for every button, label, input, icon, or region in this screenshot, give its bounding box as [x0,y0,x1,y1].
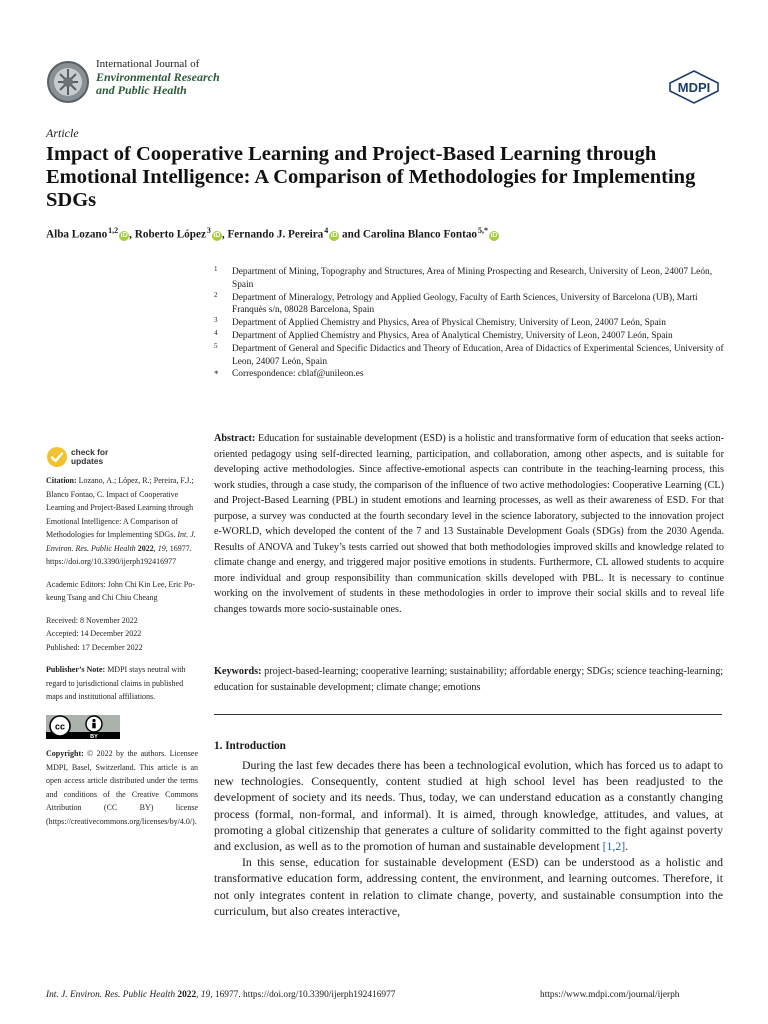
journal-name-line1: International Journal of [96,58,200,70]
section-heading-introduction: 1. Introduction [214,740,286,752]
cc-icon-text: cc [54,721,66,731]
orcid-icon[interactable]: iD [120,231,128,239]
affiliation-item [214,330,734,343]
citation-journal: Int. J. Environ. Res. Public Health [46,530,196,553]
footer-doi[interactable]: , 16977. https://doi.org/10.3390/ijerph192416977 [210,990,396,1000]
keywords-text: project-based-learning; cooperative learning; sustainability; affordable energy; SDGs; science teaching-learning; education for sustainable development; climate change; emotions [214,666,724,693]
citation-doi[interactable]: , 16977. https://doi.org/10.3390/ijerph192416977 [46,543,192,566]
journal-name [96,58,220,97]
author-separator: , [129,228,135,241]
dates [46,614,198,655]
affiliation-number: 5 [214,341,218,350]
paragraph: In this sense, education for sustainable development (ESD) can be understood as a holistic and transformative education form, addressing content, the environment, and learning outcomes. Therefore, it not only integrates content in relation to climate change, poverty, and sustainable consumption into the curriculum, but also creates interactive, [214,855,723,918]
accepted-date: Accepted: 14 December 2022 [46,629,142,638]
affiliations [214,266,734,381]
journal-name-line2: Environmental Research [96,70,220,84]
check-updates-line2: updates [71,456,104,466]
affiliation-item [214,292,734,318]
keywords [214,664,724,695]
author-name[interactable]: Alba Lozano [46,228,108,241]
affiliation-text: Department of Mining, Topography and Structures, Area of Mining Prospecting and Research, University of Leon, 24007 León, Spain [232,267,713,290]
correspondence-marker: * [214,369,219,380]
author-name[interactable]: Roberto López [134,228,206,241]
affiliation-text: Department of Mineralogy, Petrology and Applied Geology, Faculty of Earth Sciences, University of Barcelona (UB), Martí Franquès s/n, 08028 Barcelona, Spain [232,292,698,316]
mdpi-logo [668,70,720,104]
section-divider [214,714,722,715]
academic-editors: Academic Editors: John Chi Kin Lee, Eric Po-keung Tsang and Chi Chiu Cheang [46,579,195,602]
introduction-body [214,757,723,919]
by-icon-text: BY [90,733,98,739]
article-type: Article [46,126,79,140]
affiliation-item [214,317,734,330]
affiliation-number: 2 [214,290,218,299]
affiliation-item [214,266,734,292]
check-for-updates-button[interactable] [46,446,198,468]
author-name[interactable]: Carolina Blanco Fontao [362,228,478,241]
abstract-label: Abstract: [214,433,256,444]
publisher-note-text: MDPI stays neutral with regard to jurisdictional claims in published maps and institutional affiliations. [46,665,186,701]
published-date: Published: 17 December 2022 [46,642,143,652]
article-title: Impact of Cooperative Learning and Project-Based Learning through Emotional Intelligence: A Comparison of Methodologies for Implementing SDGs [46,143,696,211]
copyright [46,747,198,828]
orcid-icon[interactable]: iD [213,231,221,239]
journal-name-line3: and Public Health [96,83,187,97]
affiliation-text: Department of Applied Chemistry and Physics, Area of Analytical Chemistry, University of Leon, 24007 León, Spain [232,330,673,341]
affiliation-number: 1 [214,265,218,273]
footer-citation [46,990,395,1000]
author-affiliation-ref: 1,2 [108,226,119,235]
citation-link[interactable]: [1,2] [602,839,626,854]
orcid-icon[interactable]: iD [330,231,338,239]
publisher-note [46,663,198,704]
author-separator: and [339,228,363,241]
affiliation-text: Department of General and Specific Didactics and Theory of Education, Area of Didactics of Experimental Sciences, University of Leon, 24007 León, Spain [232,343,724,367]
affiliation-item [214,343,734,369]
paragraph-text: During the last few decades there has been a technological evolution, which has forced us to adapt to new technologies. Consequently, content studied at high school level has been readjusted to the development of society and its needs. Thus, today, we can understand education as a constantly changing process (formal, non-formal, and informal). It is aimed, through knowledge, attitudes, and values, at promoting a global citizenship that generates a culture of solidarity committed to the fight against poverty and exclusion, as well as to the promotion of human and sustainable development [214,758,723,854]
orcid-icon[interactable]: iD [490,231,498,239]
author-affiliation-ref: 4 [324,226,329,235]
journal-logo [46,60,90,104]
correspondence [214,368,734,381]
footer-journal-url[interactable]: https://www.mdpi.com/journal/ijerph [540,990,680,1000]
citation-label: Citation: [46,476,77,485]
author-name[interactable]: Fernando J. Pereira [227,228,324,241]
cc-by-license-badge[interactable] [46,715,120,739]
author-separator: , [221,228,228,241]
copyright-text: © 2022 by the authors. Licensee MDPI, Basel, Switzerland. This article is an open access article distributed under the terms and conditions of the Creative Commons Attribution (CC BY) license (https://creativecommons.org/licenses/by/4.0/). [46,749,198,826]
author-list [46,226,499,241]
paragraph [214,757,723,854]
citation-volume: , 19 [153,543,166,553]
check-updates-line1: check for [71,447,109,457]
footer-year: 2022 [175,990,197,1000]
copyright-label: Copyright: [46,749,84,758]
publisher-note-label: Publisher’s Note: [46,665,106,674]
check-updates-icon [46,446,68,468]
citation [46,474,198,569]
paragraph-end: . [625,839,629,854]
sidebar [46,446,198,837]
author-affiliation-ref: 5,* [477,226,488,235]
footer-journal: Int. J. Environ. Res. Public Health [46,990,176,1000]
received-date: Received: 8 November 2022 [46,615,138,625]
citation-year: 2022 [135,543,154,553]
mdpi-logo-text: MDPI [677,80,711,95]
affiliation-text: Department of Applied Chemistry and Physics, Area of Physical Chemistry, University of Leon, 24007 León, Spain [232,318,666,329]
affiliation-number: 3 [214,316,218,325]
abstract-text: Education for sustainable development (ESD) is a holistic and transformative form of education that seeks action-oriented pedagogy using self-directed learning, participation, and collaboration, among other aspects, and is suitable for developing active methodologies. Since affective-emotional aspects can contribute in the teaching-learning process, this work studies, through a case study, the comparison of the influence of two active methodologies: Cooperative Learning (CL) and Project-Based Learning (PBL) in student emotions and learning processes, as well as their awareness of ESD. For that purpose, a survey was conducted at the fourth secondary level in the science laboratory, subjected to the innovation project e-WORLD, which developed the content of the 7 and 13 Sustainable Development Goals (SDGs) from the 2030 Agenda. Results of ANOVA and Tukey’s tests carried out showed that both methodologies improved skills and knowledge related to climate change and energy, and triggered major positive emotions in students. Furthermore, CL allowed students to acquire more individual and group responsibility than communication skills developed with PBL. It is necessary to continue working on the involvement of students in these methodologies in order to improve their social skills and to reveal life changes towards more socio-sustainable ones. [214,433,724,616]
footer-volume: , 19 [196,990,211,1000]
affiliation-number: 4 [214,328,218,337]
citation-text: Lozano, A.; López, R.; Pereira, F.J.; Blanco Fontao, C. Impact of Cooperative Learning and Project-Based Learning through Emotional Intelligence: A Comparison of Methodologies for Implementing SDGs. [46,476,194,539]
correspondence-text[interactable]: Correspondence: cblaf@unileon.es [232,369,364,380]
keywords-label: Keywords: [214,666,262,677]
author-affiliation-ref: 3 [206,226,211,235]
abstract [214,431,724,618]
